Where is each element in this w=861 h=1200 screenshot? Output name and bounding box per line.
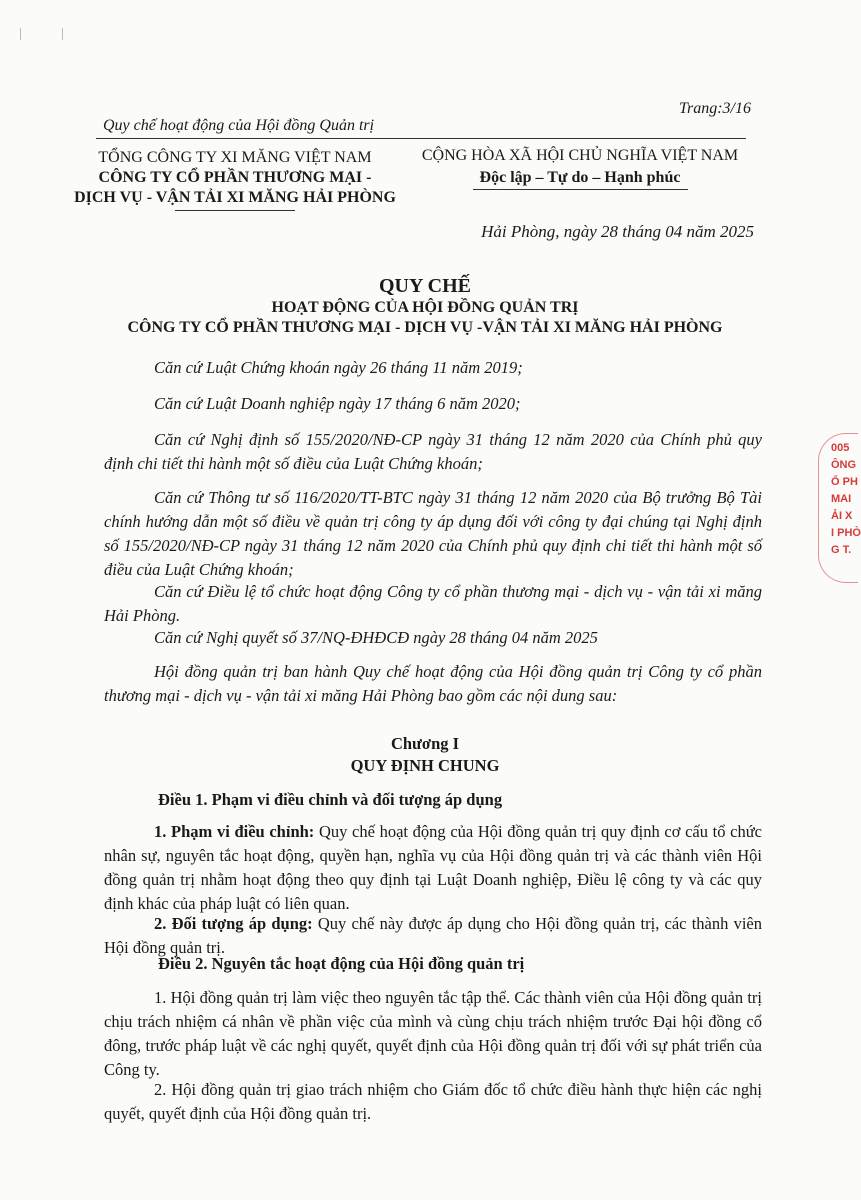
article-2-clause-1: 1. Hội đồng quản trị làm việc theo nguyên tắc tập thể. Các thành viên của Hội đồng quản trị chịu trách nhiệm cá nhân về phần việc của mình và cùng chịu trách nhiệm trước Đại hội đồng cổ đông, trước pháp luật về các nghị quyết, quyết định của Hội đồng quản trị đối với sự phát triển của Công ty. <box>104 988 762 1079</box>
document-title <box>90 274 760 338</box>
running-header: Quy chế hoạt động của Hội đồng Quản trị <box>103 117 375 134</box>
preamble-item: Căn cứ Luật Doanh nghiệp ngày 17 tháng 6 năm 2020; <box>154 394 521 413</box>
organization-block <box>70 148 400 211</box>
article-1-heading: Điều 1. Phạm vi điều chỉnh và đối tượng áp dụng <box>158 790 503 809</box>
article-1-clause-1: 1. Phạm vi điều chỉnh: Quy chế hoạt động của Hội đồng quản trị quy định cơ cấu tổ chức nhân sự, nguyên tắc hoạt động, quyền hạn, nghĩa vụ của Hội đồng quản trị và các thành viên Hội đồng quản trị nhằm hoạt động theo quy định tại Luật Doanh nghiệp, Điều lệ công ty và các quy định khác của pháp luật có liên quan. <box>104 822 762 913</box>
chapter-heading <box>250 733 600 777</box>
preamble-item: Căn cứ Nghị định số 155/2020/NĐ-CP ngày 31 tháng 12 năm 2020 của Chính phủ quy định chi tiết thi hành một số điều của Luật Chứng khoán; <box>104 430 762 473</box>
scan-mark <box>20 28 21 40</box>
article-2-clause-2: 2. Hội đồng quản trị giao trách nhiệm cho Giám đốc tổ chức điều hành thực hiện các nghị quyết, quyết định của Hội đồng quản trị. <box>104 1080 762 1123</box>
article-1-clause-2: 2. Đối tượng áp dụng: Quy chế này được áp dụng cho Hội đồng quản trị, các thành viên Hội đồng quản trị. <box>104 914 762 957</box>
preamble-item: Hội đồng quản trị ban hành Quy chế hoạt động của Hội đồng quản trị Công ty cổ phần thương mại - dịch vụ - vận tải xi măng Hải Phòng bao gồm các nội dung sau: <box>104 662 762 705</box>
nation-name: CỘNG HÒA XÃ HỘI CHỦ NGHĨA VIỆT NAM <box>421 147 739 164</box>
page-number: Trang:3/16 <box>678 100 751 117</box>
org-name-line1: CÔNG TY CỔ PHẦN THƯƠNG MẠI - <box>98 169 372 186</box>
nation-motto: Độc lập – Tự do – Hạnh phúc <box>479 169 681 186</box>
preamble-item: Căn cứ Thông tư số 116/2020/TT-BTC ngày 31 tháng 12 năm 2020 của Bộ trưởng Bộ Tài chính hướng dẫn một số điều về quản trị công ty áp dụng đối với công ty đại chúng tại Nghị định số 155/2020/NĐ-CP ngày 31 tháng 12 năm 2020 của Chính phủ quy định chi tiết thi hành một số điều của Luật Chứng khoán; <box>104 488 762 579</box>
chapter-number: Chương I <box>390 734 460 753</box>
preamble-item: Căn cứ Luật Chứng khoán ngày 26 tháng 11 năm 2019; <box>154 358 523 377</box>
issue-date: Hải Phòng, ngày 28 tháng 04 năm 2025 <box>481 222 754 241</box>
article-2-heading: Điều 2. Nguyên tắc hoạt động của Hội đồng quản trị <box>158 954 525 973</box>
org-name-line2: DỊCH VỤ - VẬN TẢI XI MĂNG HẢI PHÒNG <box>74 189 396 206</box>
chapter-name: QUY ĐỊNH CHUNG <box>350 756 500 775</box>
header-rule <box>96 138 746 139</box>
scan-mark <box>62 28 63 40</box>
motto-rule <box>473 189 688 190</box>
title-sub2: CÔNG TY CỔ PHẦN THƯƠNG MẠI - DỊCH VỤ -VẬN TẢI XI MĂNG HẢI PHÒNG <box>127 319 723 336</box>
org-rule <box>175 210 295 211</box>
preamble-item: Căn cứ Điều lệ tổ chức hoạt động Công ty cổ phần thương mại - dịch vụ - vận tải xi măng Hải Phòng. <box>104 582 762 625</box>
title-main: QUY CHẾ <box>378 275 472 297</box>
national-motto-block <box>405 145 755 190</box>
company-seal-stamp: 005 ÔNG Ổ PH MAI ẢI X I PHÒ G T. <box>818 433 858 583</box>
preamble-item: Căn cứ Nghị quyết số 37/NQ-ĐHĐCĐ ngày 28 tháng 04 năm 2025 <box>154 628 598 647</box>
org-parent: TỔNG CÔNG TY XI MĂNG VIỆT NAM <box>98 149 372 166</box>
title-sub1: HOẠT ĐỘNG CỦA HỘI ĐỒNG QUẢN TRỊ <box>271 299 579 316</box>
